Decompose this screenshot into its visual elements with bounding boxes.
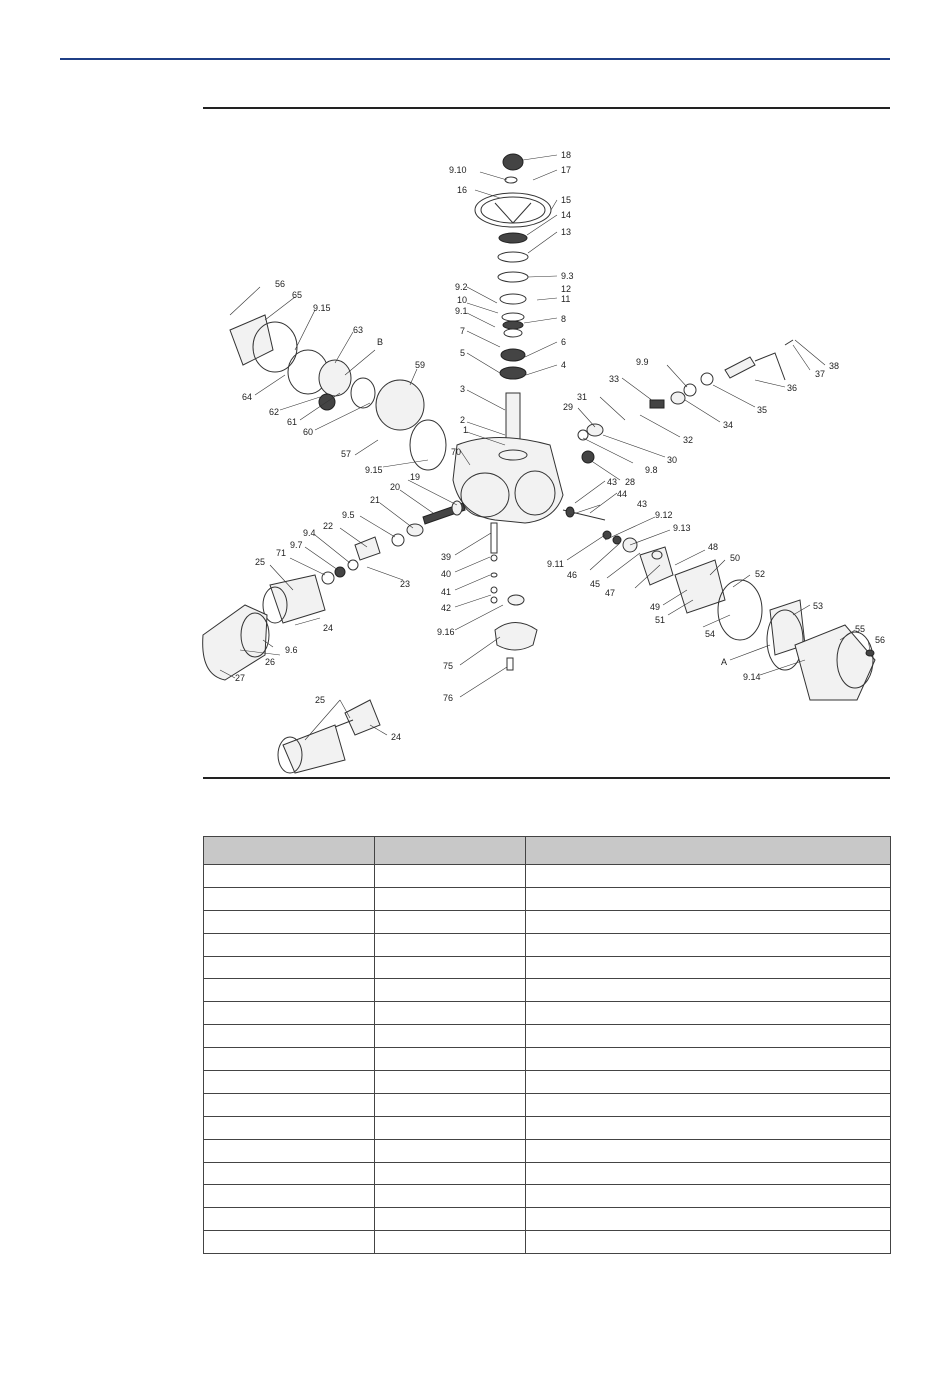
callout: 27 xyxy=(235,673,246,683)
callout: 9.6 xyxy=(285,645,298,655)
callout: 14 xyxy=(561,210,572,220)
table-cell xyxy=(526,1048,891,1071)
table-row xyxy=(204,1025,891,1048)
table-cell xyxy=(375,933,526,956)
table-cell xyxy=(526,887,891,910)
left-cover-group xyxy=(230,315,446,470)
callout: 49 xyxy=(650,602,661,612)
callout: 25 xyxy=(315,695,326,705)
table-cell xyxy=(526,956,891,979)
table-cell xyxy=(204,1185,375,1208)
callout: 9.5 xyxy=(342,510,355,520)
table-cell xyxy=(375,1231,526,1254)
table-cell xyxy=(204,1025,375,1048)
callout: 64 xyxy=(242,392,253,402)
figure-top-rule xyxy=(203,107,890,109)
callout: 8 xyxy=(561,314,567,324)
column-header xyxy=(526,837,891,865)
callout: 50 xyxy=(730,553,741,563)
table-row xyxy=(204,1116,891,1139)
callout: 28 xyxy=(625,477,636,487)
callout: 5 xyxy=(460,348,466,358)
callout: 24 xyxy=(391,732,402,742)
left-drive-group xyxy=(203,501,465,680)
callout: 9.11 xyxy=(547,559,564,569)
callout: 71 xyxy=(276,548,287,558)
column-header xyxy=(375,837,526,865)
table-row xyxy=(204,1071,891,1094)
callout: 12 xyxy=(561,284,572,294)
callout: 48 xyxy=(708,542,719,552)
table-cell xyxy=(375,865,526,888)
table-cell xyxy=(526,1231,891,1254)
right-drive-group xyxy=(563,507,875,700)
callout: 55 xyxy=(855,624,866,634)
callout: 9.9 xyxy=(636,357,649,367)
table-cell xyxy=(204,1093,375,1116)
central-housing xyxy=(453,154,563,523)
table-cell xyxy=(204,1116,375,1139)
callout: 45 xyxy=(590,579,601,589)
table-cell xyxy=(375,1116,526,1139)
table-cell xyxy=(204,1071,375,1094)
table-cell xyxy=(526,933,891,956)
table-cell xyxy=(526,1002,891,1025)
callout: 59 xyxy=(415,360,426,370)
table-cell xyxy=(526,1139,891,1162)
callout: 56 xyxy=(875,635,886,645)
callout: 75 xyxy=(443,661,454,671)
callout: 51 xyxy=(655,615,666,625)
callout: 52 xyxy=(755,569,766,579)
table-row xyxy=(204,887,891,910)
table-row xyxy=(204,1048,891,1071)
callout: 57 xyxy=(341,449,352,459)
table-row xyxy=(204,1185,891,1208)
table-cell xyxy=(204,956,375,979)
callout: 30 xyxy=(667,455,678,465)
callout: 62 xyxy=(269,407,280,417)
callout: 13 xyxy=(561,227,572,237)
figure-bottom-rule xyxy=(203,777,890,779)
table-cell xyxy=(526,979,891,1002)
callout: 56 xyxy=(275,279,286,289)
callout: 9.7 xyxy=(290,540,303,550)
callout: 18 xyxy=(561,150,572,160)
table-cell xyxy=(526,1185,891,1208)
callout: 21 xyxy=(370,495,381,505)
table-cell xyxy=(204,910,375,933)
callout: 24 xyxy=(323,623,334,633)
table-row xyxy=(204,1139,891,1162)
callout: 2 xyxy=(460,415,466,425)
callout: 6 xyxy=(561,337,567,347)
table-cell xyxy=(204,1208,375,1231)
table-row xyxy=(204,1162,891,1185)
table-cell xyxy=(204,933,375,956)
table-cell xyxy=(375,1185,526,1208)
callout: 17 xyxy=(561,165,572,175)
callout: 33 xyxy=(609,374,620,384)
table-row xyxy=(204,933,891,956)
callout: 9.15 xyxy=(313,303,331,313)
callout: 39 xyxy=(441,552,452,562)
table-cell xyxy=(204,979,375,1002)
callout-labels xyxy=(235,150,885,742)
table-cell xyxy=(526,1116,891,1139)
header-rule xyxy=(60,58,890,60)
table-cell xyxy=(375,1071,526,1094)
callout: 9.10 xyxy=(449,165,467,175)
callout: 42 xyxy=(441,603,452,613)
table-cell xyxy=(375,1208,526,1231)
table-cell xyxy=(375,887,526,910)
callout: 25 xyxy=(255,557,266,567)
table-row xyxy=(204,979,891,1002)
callout: 19 xyxy=(410,472,421,482)
callout: 3 xyxy=(460,384,466,394)
callout: 38 xyxy=(829,361,840,371)
callout: 9.8 xyxy=(645,465,658,475)
table-cell xyxy=(375,1048,526,1071)
callout: 65 xyxy=(292,290,303,300)
callout: 9.16 xyxy=(437,627,455,637)
table-cell xyxy=(526,1208,891,1231)
callout: 47 xyxy=(605,588,616,598)
table-row xyxy=(204,865,891,888)
callout: 40 xyxy=(441,569,452,579)
table-cell xyxy=(526,910,891,933)
callout: 10 xyxy=(457,295,468,305)
table-row xyxy=(204,1093,891,1116)
callout: 46 xyxy=(567,570,578,580)
callout: 26 xyxy=(265,657,276,667)
callout: 29 xyxy=(563,402,574,412)
table-row xyxy=(204,910,891,933)
callout: A xyxy=(721,657,728,667)
callout: 34 xyxy=(723,420,734,430)
table-cell xyxy=(204,1048,375,1071)
table-row xyxy=(204,1002,891,1025)
callout: 9.2 xyxy=(455,282,468,292)
table-cell xyxy=(375,1002,526,1025)
callout: 43 xyxy=(637,499,648,509)
callout: 43 xyxy=(607,477,618,487)
callout: 60 xyxy=(303,427,314,437)
callout: 32 xyxy=(683,435,694,445)
callout: 9.1 xyxy=(455,306,468,316)
callout: 76 xyxy=(443,693,454,703)
callout: 36 xyxy=(787,383,798,393)
table-cell xyxy=(375,979,526,1002)
table-cell xyxy=(375,1139,526,1162)
table-header-row xyxy=(204,837,891,865)
table-row xyxy=(204,956,891,979)
callout: 61 xyxy=(287,417,298,427)
callout: 54 xyxy=(705,629,716,639)
bottom-motor xyxy=(278,700,380,773)
callout: 1 xyxy=(463,425,469,435)
callout: 44 xyxy=(617,489,628,499)
callout: 9.4 xyxy=(303,528,316,538)
table-cell xyxy=(526,1162,891,1185)
table-row xyxy=(204,1231,891,1254)
table-cell xyxy=(526,1093,891,1116)
table-cell xyxy=(204,1002,375,1025)
callout: 7 xyxy=(460,326,466,336)
callout: 20 xyxy=(390,482,401,492)
callout: 11 xyxy=(561,294,571,304)
callout: 16 xyxy=(457,185,468,195)
callout: 53 xyxy=(813,601,824,611)
callout: 41 xyxy=(441,587,452,597)
callout: 9.12 xyxy=(655,510,673,520)
callout: 9.15 xyxy=(365,465,383,475)
table-cell xyxy=(204,865,375,888)
callout: 9.14 xyxy=(743,672,761,682)
callout: 31 xyxy=(577,392,588,402)
table-cell xyxy=(526,865,891,888)
table-cell xyxy=(204,1231,375,1254)
callout: 22 xyxy=(323,521,334,531)
table-cell xyxy=(375,956,526,979)
callout: 70 xyxy=(451,447,462,457)
table-cell xyxy=(204,1162,375,1185)
column-header xyxy=(204,837,375,865)
callout: 35 xyxy=(757,405,768,415)
table-cell xyxy=(526,1071,891,1094)
table-cell xyxy=(375,1162,526,1185)
table-cell xyxy=(526,1025,891,1048)
callout: 9.3 xyxy=(561,271,574,281)
parts-table xyxy=(203,836,891,1254)
callout: 9.13 xyxy=(673,523,691,533)
callout: B xyxy=(377,337,384,347)
callout: 23 xyxy=(400,579,411,589)
callout: 37 xyxy=(815,369,826,379)
callout: 4 xyxy=(561,360,567,370)
callout: 63 xyxy=(353,325,364,335)
table-cell xyxy=(204,887,375,910)
table-row xyxy=(204,1208,891,1231)
table-cell xyxy=(375,1025,526,1048)
callout: 15 xyxy=(561,195,572,205)
table-cell xyxy=(375,1093,526,1116)
table-cell xyxy=(204,1139,375,1162)
exploded-view-drawing xyxy=(195,135,895,780)
center-lower-stack xyxy=(491,523,537,670)
table-cell xyxy=(375,910,526,933)
